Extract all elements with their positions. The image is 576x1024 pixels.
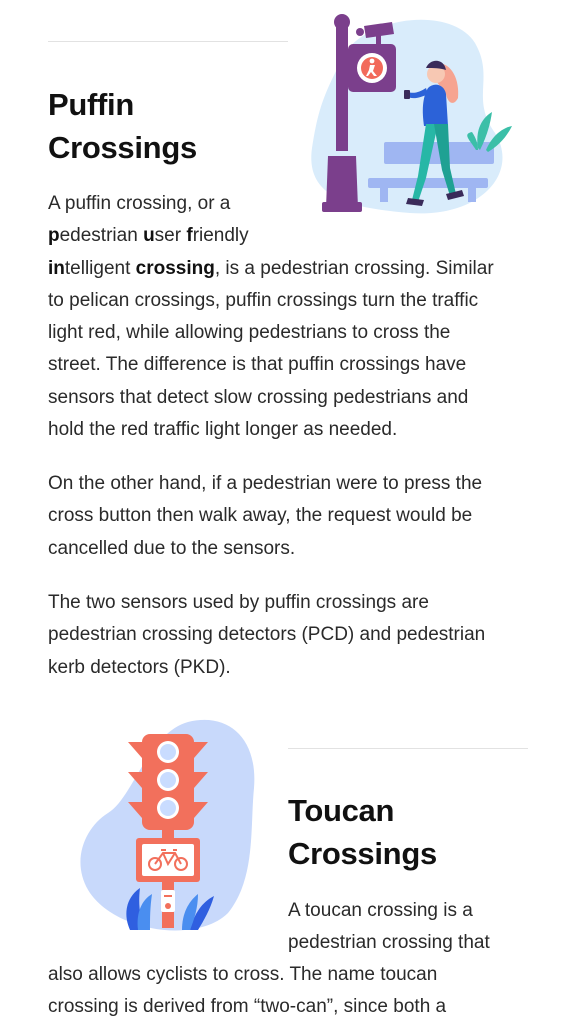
text-line bbox=[48, 253, 494, 285]
text-line: cross button then walk away, the request would be bbox=[48, 505, 473, 527]
puffin-heading bbox=[48, 83, 197, 169]
text-fragment: , is a pedestrian crossing. Similar bbox=[214, 257, 494, 279]
text-line: cancelled due to the sensors. bbox=[48, 537, 296, 559]
puffin-sensor-behaviour-paragraph bbox=[48, 468, 482, 565]
text-line: light red, while allowing pedestrians to cross the bbox=[48, 322, 451, 344]
toucan-crossing-illustration bbox=[78, 718, 260, 934]
toucan-heading-line1: Toucan bbox=[288, 793, 395, 828]
text-line: pedestrian crossing detectors (PCD) and pedestrian bbox=[48, 624, 486, 646]
puffin-heading-line1: Puffin bbox=[48, 87, 135, 122]
text-line bbox=[48, 220, 494, 252]
text-line: A toucan crossing is a bbox=[288, 900, 473, 921]
acronym-letter: p bbox=[48, 225, 60, 247]
text-line: to pelican crossings, puffin crossings turn the traffic bbox=[48, 289, 479, 311]
text-fragment: riendly bbox=[192, 225, 249, 247]
text-line: also allows cyclists to cross. The name toucan bbox=[48, 964, 438, 985]
puffin-sensors-paragraph bbox=[48, 587, 485, 684]
text-line: crossing is derived from “two-can”, since both a bbox=[48, 996, 447, 1018]
acronym-letter: in bbox=[48, 257, 65, 279]
acronym-word: crossing bbox=[135, 257, 215, 279]
toucan-intro-paragraph-top bbox=[288, 895, 490, 960]
section-divider-puffin bbox=[48, 41, 288, 42]
puffin-crossing-illustration bbox=[300, 8, 520, 216]
signal-head-illustration bbox=[128, 734, 208, 830]
text-line: A puffin crossing, or a bbox=[48, 193, 231, 214]
text-line: On the other hand, if a pedestrian were to press the bbox=[48, 473, 483, 494]
acronym-letter: u bbox=[143, 225, 155, 247]
toucan-heading-line2: Crossings bbox=[288, 836, 437, 871]
puffin-heading-line2: Crossings bbox=[48, 130, 197, 165]
toucan-heading bbox=[288, 789, 437, 875]
text-line: sensors that detect slow crossing pedestrians and bbox=[48, 386, 469, 408]
text-fragment: telligent bbox=[64, 257, 136, 279]
text-line: pedestrian crossing that bbox=[288, 932, 490, 954]
acronym-letter: f bbox=[186, 225, 193, 247]
text-line: hold the red traffic light longer as needed. bbox=[48, 419, 398, 441]
section-divider-toucan bbox=[288, 748, 528, 749]
toucan-intro-paragraph-continued bbox=[48, 959, 446, 1024]
text-fragment: ser bbox=[154, 225, 187, 247]
text-line: kerb detectors (PKD). bbox=[48, 656, 231, 678]
text-fragment: edestrian bbox=[59, 225, 144, 247]
text-line: The two sensors used by puffin crossings are bbox=[48, 592, 429, 613]
bicycle-sign-illustration bbox=[136, 838, 200, 882]
puffin-intro-paragraph bbox=[48, 188, 494, 446]
text-line: street. The difference is that puffin crossings have bbox=[48, 354, 467, 376]
